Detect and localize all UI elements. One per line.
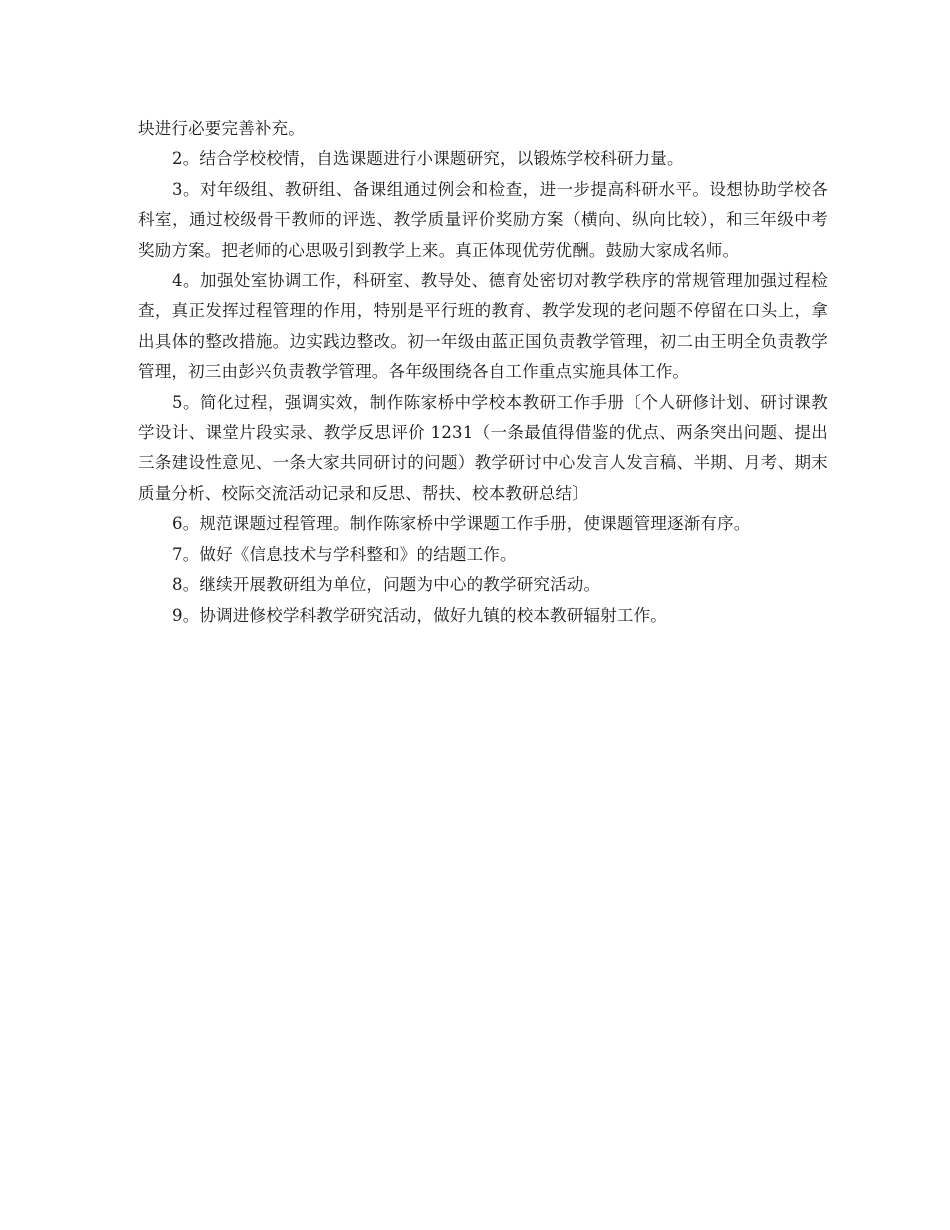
paragraph-item-7: 7。做好《信息技术与学科整和》的结题工作。 [172, 544, 517, 564]
paragraph-continuation: 块进行必要完善补充。 [138, 119, 305, 138]
paragraph-item-6: 6。规范课题过程管理。制作陈家桥中学课题工作手册，使课题管理逐渐有序。 [172, 514, 751, 534]
paragraph-item-2: 2。结合学校校情，自选课题进行小课题研究，以锻炼学校科研力量。 [172, 149, 684, 169]
paragraph-item-3: 3。对年级组、教研组、备课组通过例会和检查，进一步提高科研水平。设想协助学校各科室，通过校级骨干教师的评选、教学质量评价奖励方案（横向、纵向比较），和三年级中考奖励方案。把老师的心思吸引到教学上来。真正体现优劳优酬。鼓励大家成名师。 [138, 179, 828, 260]
paragraph-item-5: 5。简化过程，强调实效，制作陈家桥中学校本教研工作手册〔个人研修计划、研讨课教学设计、课堂片段实录、教学反思评价 1231（一条最值得借鉴的优点、两条突出问题、提出三条建设性意见、一条大家共同研讨的问题）教学研讨中心发言人发言稿、半期、月考、期末质量分析、校际交流活动记录和反思、帮扶、校本教研总结〕 [138, 392, 828, 503]
paragraph-item-8: 8。继续开展教研组为单位，问题为中心的教学研究活动。 [172, 575, 601, 595]
document-body [138, 114, 828, 631]
paragraph-item-4: 4。加强处室协调工作，科研室、教导处、德育处密切对教学秩序的常规管理加强过程检查，真正发挥过程管理的作用，特别是平行班的教育、教学发现的老问题不停留在口头上，拿出具体的整改措施。边实践边整改。初一年级由蓝正国负责教学管理，初二由王明全负责教学管理，初三由彭兴负责教学管理。各年级围绕各自工作重点实施具体工作。 [138, 271, 828, 382]
paragraph-item-9: 9。协调进修校学科教学研究活动，做好九镇的校本教研辐射工作。 [172, 605, 667, 625]
